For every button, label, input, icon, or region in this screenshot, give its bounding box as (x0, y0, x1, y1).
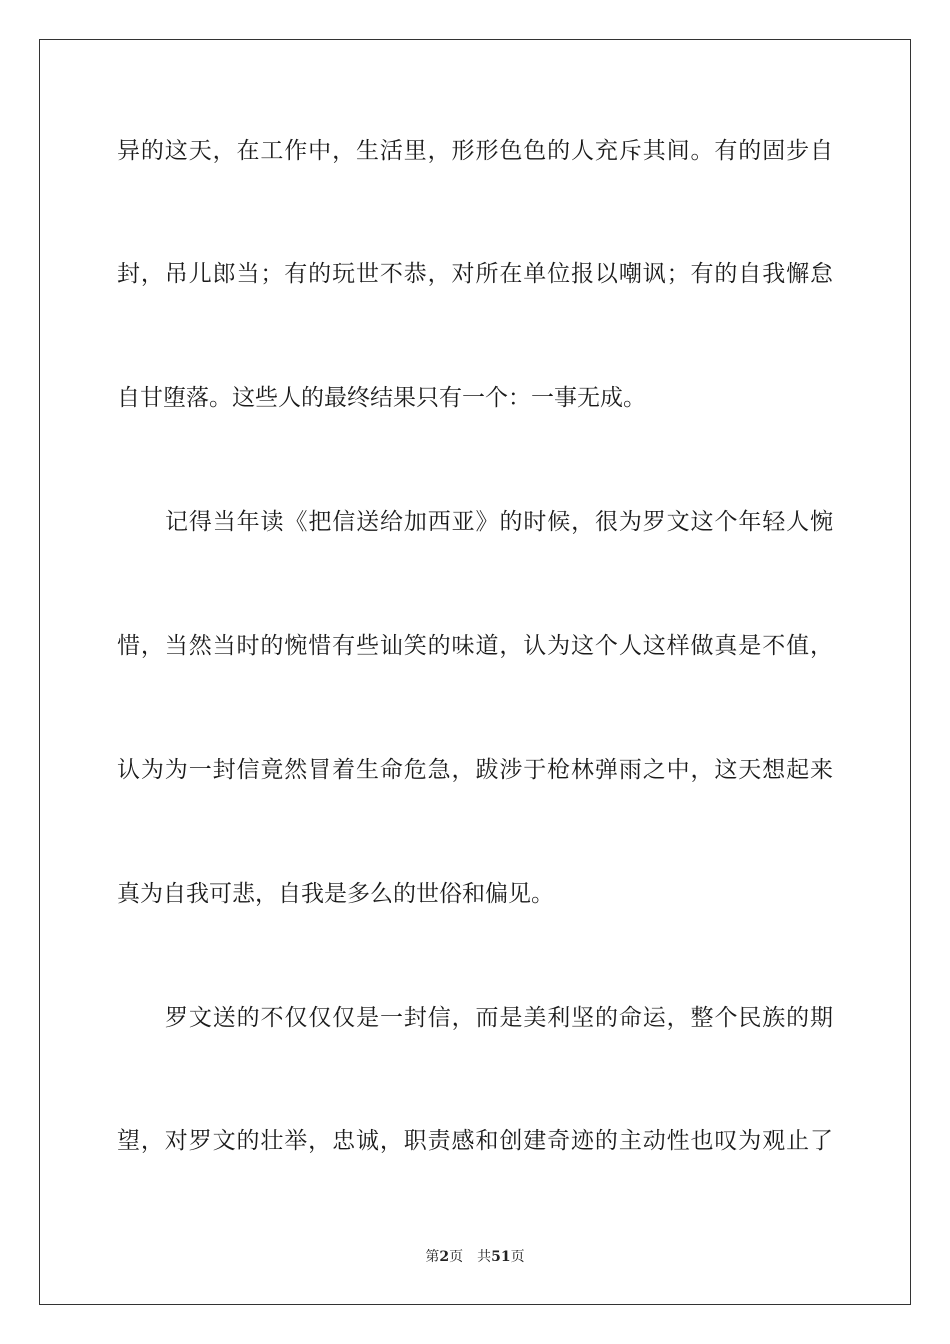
page-footer (0, 1247, 950, 1267)
body-line-5: 惜，当然当时的惋惜有些讪笑的味道，认为这个人这样做真是不值， (117, 633, 833, 659)
body-line-9: 望，对罗文的壮举，忠诚，职责感和创建奇迹的主动性也叹为观止了 (117, 1128, 833, 1154)
body-line-7: 真为自我可悲，自我是多么的世俗和偏见。 (117, 881, 554, 907)
total-pages: 51 (491, 1249, 511, 1265)
body-line-4: 记得当年读《把信送给加西亚》的时候，很为罗文这个年轻人惋 (165, 509, 833, 535)
body-line-8: 罗文送的不仅仅仅是一封信，而是美利坚的命运，整个民族的期 (165, 1005, 833, 1031)
page-border (39, 39, 911, 1305)
body-line-2: 封，吊儿郎当；有的玩世不恭，对所在单位报以嘲讽；有的自我懈怠 (117, 261, 833, 287)
body-line-1: 异的这天，在工作中，生活里，形形色色的人充斥其间。有的固步自 (117, 138, 833, 164)
page-number: 2 (439, 1249, 450, 1265)
page-prefix: 第 (425, 1249, 440, 1265)
body-line-6: 认为为一封信竟然冒着生命危急，跋涉于枪林弹雨之中，这天想起来 (117, 757, 833, 783)
total-suffix: 页 (510, 1249, 525, 1265)
body-line-3: 自甘堕落。这些人的最终结果只有一个：一事无成。 (117, 385, 646, 411)
total-prefix: 共 (477, 1249, 492, 1265)
page-suffix: 页 (449, 1249, 464, 1265)
